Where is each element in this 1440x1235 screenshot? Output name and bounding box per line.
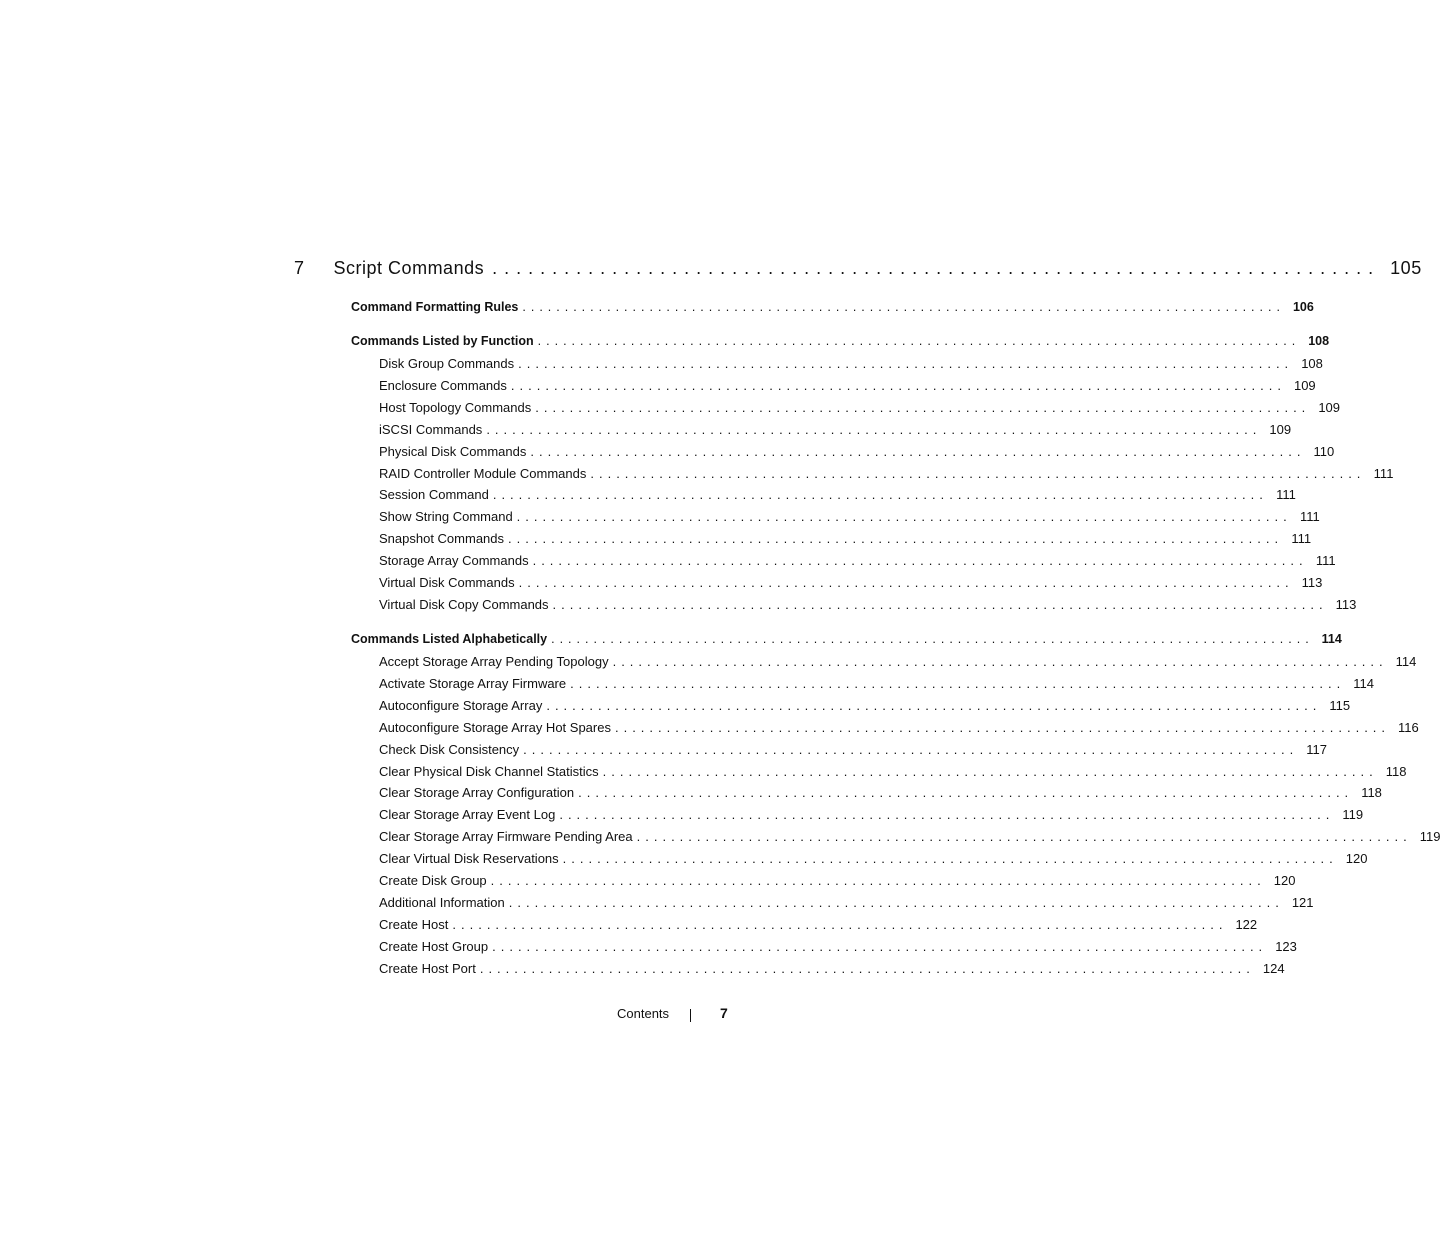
- item-page-number: 119: [1342, 807, 1364, 823]
- chapter-leader-line: [294, 258, 1422, 282]
- section-title: Command Formatting Rules: [351, 300, 519, 314]
- leader-dots: ..........................................................................................: [523, 741, 1299, 757]
- item-title: Session Command: [379, 487, 489, 503]
- item-page-number: 111: [1373, 465, 1394, 481]
- toc-item-entry[interactable]: [379, 938, 1297, 956]
- item-title: Check Disk Consistency: [379, 741, 520, 757]
- leader-dots: ..........................................................................................: [518, 356, 1294, 371]
- leader-dots: ..........................................................................................: [508, 894, 1284, 910]
- toc-item-entry[interactable]: [379, 872, 1296, 890]
- item-leader-line: [379, 938, 1297, 956]
- leader-dots: ..........................................................................................: [562, 851, 1338, 867]
- item-title: Storage Array Commands: [379, 553, 529, 569]
- section-title: Commands Listed Alphabetically: [351, 632, 548, 646]
- section-leader-line: [351, 298, 1314, 316]
- item-title: Create Host: [379, 916, 449, 932]
- leader-dots: ..........................................................................................: [530, 443, 1306, 459]
- toc-item-entry[interactable]: [379, 508, 1320, 526]
- toc-chapter-entry[interactable]: [294, 258, 1422, 282]
- chapter-heading: [294, 258, 484, 279]
- toc-item-entry[interactable]: [379, 465, 1394, 483]
- item-page-number: 109: [1293, 377, 1316, 393]
- leader-dots: ..........................................................................................: [492, 487, 1268, 503]
- section-leader-line: [351, 630, 1342, 648]
- item-page-number: 124: [1262, 960, 1285, 976]
- item-title: Physical Disk Commands: [379, 443, 527, 459]
- item-page-number: 123: [1275, 938, 1297, 954]
- toc-item-entry[interactable]: [379, 828, 1440, 846]
- item-leader-line: [379, 741, 1327, 759]
- leader-dots: ..........................................................................................: [532, 553, 1308, 569]
- item-page-number: 110: [1313, 443, 1335, 459]
- section-page-number: 108: [1308, 334, 1330, 348]
- item-title: Clear Storage Array Firmware Pending Area: [379, 829, 633, 845]
- item-page-number: 111: [1291, 531, 1312, 547]
- toc-item-entry[interactable]: [379, 596, 1357, 614]
- item-title: Clear Storage Array Event Log: [379, 807, 556, 823]
- item-leader-line: [379, 960, 1285, 978]
- toc-item-entry[interactable]: [379, 530, 1312, 548]
- leader-dots: ..........................................................................................: [559, 807, 1335, 823]
- item-title: Virtual Disk Commands: [379, 575, 515, 590]
- toc-item-entry[interactable]: [379, 784, 1382, 802]
- leader-dots: ..........................................................................................: [508, 531, 1284, 547]
- toc-item-entry[interactable]: [379, 850, 1368, 868]
- item-page-number: 109: [1269, 421, 1292, 437]
- section-page-number: 114: [1321, 632, 1342, 646]
- leader-dots: ..........................................................................................: [479, 960, 1255, 976]
- item-leader-line: [379, 763, 1407, 781]
- leader-dots: ..........................................................................................: [535, 399, 1311, 415]
- item-page-number: 111: [1299, 509, 1320, 525]
- page-footer: [600, 1006, 740, 1026]
- item-page-number: 114: [1395, 654, 1417, 669]
- leader-dots: ..........................................................................................: [452, 916, 1228, 932]
- toc-item-entry[interactable]: [379, 763, 1407, 781]
- leader-dots: ..........................................................................................: [612, 654, 1388, 669]
- footer-divider: [690, 1009, 691, 1022]
- leader-dots: ..........................................................................................: [602, 763, 1378, 779]
- item-leader-line: [379, 784, 1382, 802]
- leader-dots: ..........................................................................................: [522, 300, 1285, 314]
- toc-item-entry[interactable]: [379, 355, 1323, 373]
- item-leader-line: [379, 916, 1258, 934]
- toc-item-entry[interactable]: [379, 399, 1341, 417]
- item-leader-line: [379, 486, 1296, 504]
- item-leader-line: [379, 443, 1335, 461]
- item-leader-line: [379, 596, 1357, 614]
- item-page-number: 109: [1318, 399, 1341, 415]
- item-title: Show String Command: [379, 509, 513, 525]
- item-page-number: 111: [1276, 487, 1296, 503]
- item-leader-line: [379, 399, 1341, 417]
- item-page-number: 121: [1291, 894, 1314, 910]
- item-leader-line: [379, 508, 1320, 526]
- item-title: Host Topology Commands: [379, 399, 532, 415]
- item-title: Additional Information: [379, 894, 505, 910]
- item-page-number: 113: [1301, 575, 1323, 590]
- toc-item-entry[interactable]: [379, 960, 1285, 978]
- item-leader-line: [379, 697, 1351, 715]
- item-leader-line: [379, 828, 1440, 846]
- item-page-number: 111: [1315, 553, 1336, 569]
- toc-item-entry[interactable]: [379, 443, 1335, 461]
- toc-item-entry[interactable]: [379, 574, 1323, 592]
- item-page-number: 116: [1398, 719, 1419, 735]
- section-page-number: 106: [1292, 300, 1314, 314]
- item-leader-line: [379, 806, 1364, 824]
- footer-page-number: 7: [720, 1005, 728, 1021]
- section-title: Commands Listed by Function: [351, 334, 534, 348]
- item-leader-line: [379, 574, 1323, 592]
- chapter-page-number: 105: [1390, 258, 1422, 278]
- toc-section-entry[interactable]: [351, 332, 1330, 350]
- item-title: Snapshot Commands: [379, 531, 505, 547]
- item-leader-line: [379, 421, 1292, 439]
- leader-dots: ..........................................................................................: [551, 632, 1314, 646]
- item-leader-line: [379, 530, 1312, 548]
- item-title: Create Host Group: [379, 938, 489, 954]
- leader-dots: ..........................................................................: [492, 258, 1381, 278]
- item-page-number: 122: [1235, 916, 1258, 932]
- item-title: Virtual Disk Copy Commands: [379, 596, 549, 612]
- toc-section-entry[interactable]: [351, 630, 1342, 648]
- item-title: Autoconfigure Storage Array Hot Spares: [379, 719, 611, 735]
- item-title: Clear Virtual Disk Reservations: [379, 851, 559, 867]
- item-page-number: 108: [1301, 356, 1323, 371]
- leader-dots: ..........................................................................................: [570, 675, 1346, 691]
- leader-dots: ..........................................................................................: [590, 465, 1366, 481]
- item-title: Activate Storage Array Firmware: [379, 675, 567, 691]
- item-leader-line: [379, 894, 1314, 912]
- leader-dots: ..........................................................................................: [537, 334, 1301, 348]
- item-page-number: 115: [1329, 697, 1351, 713]
- item-page-number: 114: [1353, 675, 1374, 691]
- item-page-number: 113: [1335, 596, 1357, 612]
- item-title: Enclosure Commands: [379, 377, 507, 393]
- item-page-number: 119: [1419, 829, 1440, 845]
- leader-dots: ..........................................................................................: [486, 421, 1262, 437]
- item-leader-line: [379, 719, 1419, 737]
- toc-section-entry[interactable]: [351, 298, 1314, 316]
- leader-dots: ..........................................................................................: [490, 873, 1266, 888]
- toc-item-entry[interactable]: [379, 894, 1314, 912]
- leader-dots: ..........................................................................................: [492, 938, 1268, 954]
- item-leader-line: [379, 872, 1296, 890]
- leader-dots: ..........................................................................................: [552, 596, 1328, 612]
- leader-dots: ..........................................................................................: [510, 377, 1286, 393]
- item-leader-line: [379, 355, 1323, 373]
- item-title: RAID Controller Module Commands: [379, 465, 587, 481]
- item-leader-line: [379, 653, 1417, 671]
- item-title: Disk Group Commands: [379, 356, 515, 371]
- item-leader-line: [379, 675, 1374, 693]
- toc-item-entry[interactable]: [379, 421, 1292, 439]
- item-title: Accept Storage Array Pending Topology: [379, 654, 609, 669]
- leader-dots: ..........................................................................................: [518, 575, 1294, 590]
- leader-dots: ..........................................................................................: [614, 719, 1391, 735]
- item-title: Autoconfigure Storage Array: [379, 697, 543, 713]
- toc-item-entry[interactable]: [379, 806, 1364, 824]
- section-leader-line: [351, 332, 1330, 350]
- toc-item-entry[interactable]: [379, 377, 1316, 395]
- item-title: Create Host Port: [379, 960, 476, 976]
- item-page-number: 117: [1306, 741, 1327, 757]
- leader-dots: ..........................................................................................: [516, 509, 1292, 525]
- toc-item-entry[interactable]: [379, 486, 1296, 504]
- footer-label: Contents: [617, 1006, 670, 1021]
- item-leader-line: [379, 465, 1394, 483]
- item-title: Create Disk Group: [379, 873, 487, 888]
- toc-item-entry[interactable]: [379, 916, 1258, 934]
- item-title: Clear Physical Disk Channel Statistics: [379, 763, 599, 779]
- leader-dots: ..........................................................................................: [578, 785, 1354, 801]
- leader-dots: ..........................................................................................: [546, 697, 1322, 713]
- item-title: Clear Storage Array Configuration: [379, 785, 575, 801]
- item-page-number: 118: [1385, 763, 1407, 779]
- item-title: iSCSI Commands: [379, 421, 483, 437]
- toc-item-entry[interactable]: [379, 552, 1336, 570]
- chapter-number: 7: [294, 258, 305, 278]
- item-page-number: 120: [1273, 873, 1296, 888]
- toc-item-entry[interactable]: [379, 697, 1351, 715]
- toc-item-entry[interactable]: [379, 653, 1417, 671]
- leader-dots: ..........................................................................................: [636, 829, 1412, 845]
- item-page-number: 118: [1361, 785, 1382, 801]
- item-leader-line: [379, 377, 1316, 395]
- toc-item-entry[interactable]: [379, 719, 1419, 737]
- toc-item-entry[interactable]: [379, 741, 1327, 759]
- item-leader-line: [379, 850, 1368, 868]
- item-leader-line: [379, 552, 1336, 570]
- toc-item-entry[interactable]: [379, 675, 1374, 693]
- chapter-title: Script Commands: [333, 258, 485, 278]
- item-page-number: 120: [1345, 851, 1368, 867]
